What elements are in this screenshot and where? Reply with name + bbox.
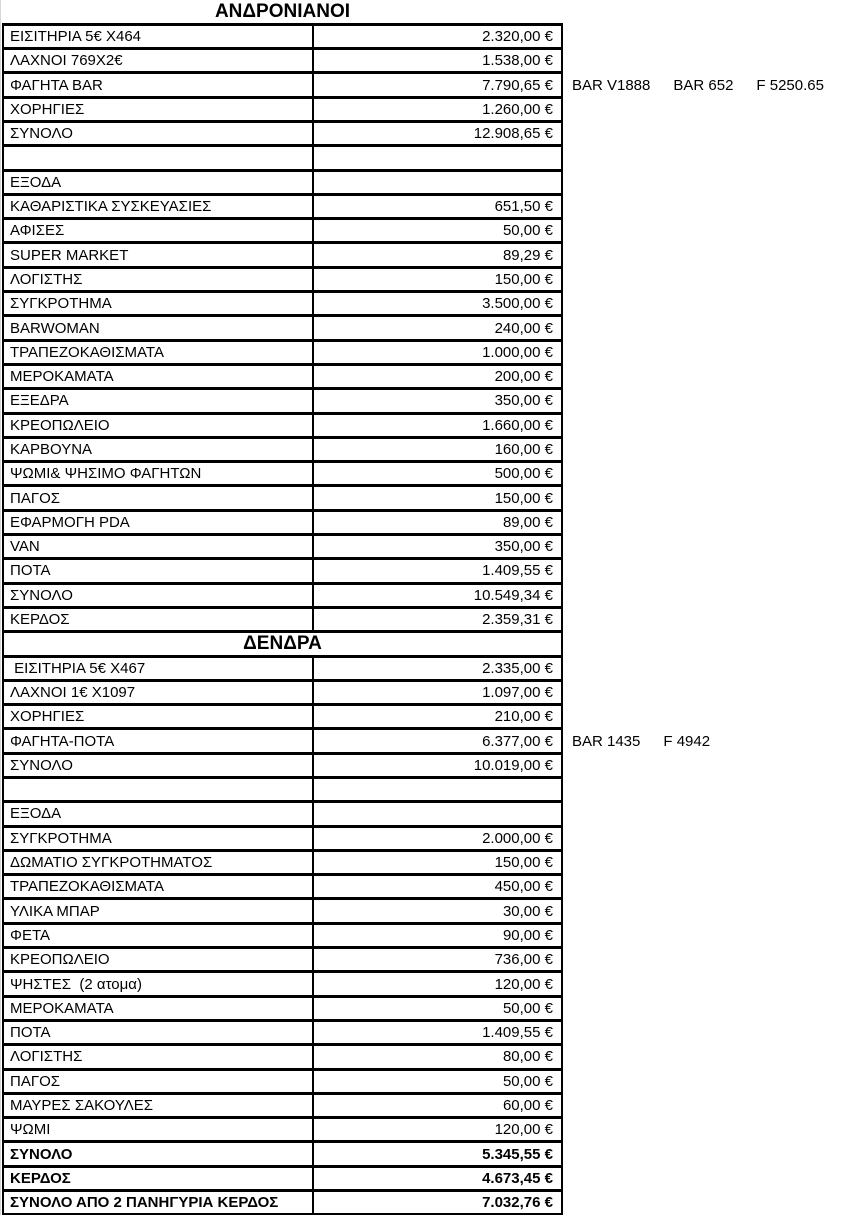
table-row: [3, 948, 848, 972]
row-label: ΠΟΤΑ: [3, 559, 313, 583]
row-label: ΧΟΡΗΓΙΕΣ: [3, 97, 313, 121]
table-row: [3, 1142, 848, 1166]
margin-area: [562, 316, 848, 340]
row-value: 150,00 €: [313, 486, 562, 510]
row-value: 210,00 €: [313, 705, 562, 729]
margin-area: [562, 364, 848, 388]
margin-area: [562, 729, 848, 753]
table-row: [3, 510, 848, 534]
row-value: 89,29 €: [313, 243, 562, 267]
table-row: [3, 194, 848, 218]
table-row: [3, 680, 848, 704]
table-row: [3, 364, 848, 388]
margin-area: [562, 753, 848, 777]
row-value: [313, 146, 562, 170]
row-label: ΠΑΓΟΣ: [3, 1069, 313, 1093]
margin-area: [562, 948, 848, 972]
row-label: SUPER MARKET: [3, 243, 313, 267]
row-label: ΨΩΜΙ: [3, 1118, 313, 1142]
section-title-row: [3, 632, 848, 656]
row-value: 120,00 €: [313, 1118, 562, 1142]
table-row: [3, 656, 848, 680]
table-row: [3, 146, 848, 170]
row-value: 240,00 €: [313, 316, 562, 340]
margin-area: [562, 146, 848, 170]
row-label: ΣΥΝΟΛΟ: [3, 583, 313, 607]
ledger-table-body: [3, 0, 848, 1215]
margin-area: [562, 899, 848, 923]
row-value: 350,00 €: [313, 389, 562, 413]
margin-area: [562, 292, 848, 316]
row-label: ΥΛΙΚΑ ΜΠΑΡ: [3, 899, 313, 923]
row-label: ΨΩΜΙ& ΨΗΣΙΜΟ ΦΑΓΗΤΩΝ: [3, 462, 313, 486]
row-value: 200,00 €: [313, 364, 562, 388]
row-value: 30,00 €: [313, 899, 562, 923]
margin-area: [562, 1069, 848, 1093]
row-label: ΣΥΓΚΡΟΤΗΜΑ: [3, 292, 313, 316]
row-label: ΠΑΓΟΣ: [3, 486, 313, 510]
row-label: ΛΑΧΝΟΙ 769Χ2€: [3, 49, 313, 73]
table-row: [3, 1093, 848, 1117]
table-row: [3, 607, 848, 631]
row-value: 1.409,55 €: [313, 1020, 562, 1044]
row-label: ΚΑΡΒΟΥΝΑ: [3, 437, 313, 461]
margin-area: [562, 486, 848, 510]
margin-area: [562, 243, 848, 267]
ledger-table: [2, 0, 849, 1215]
row-value: 150,00 €: [313, 267, 562, 291]
row-value: 7.790,65 €: [313, 73, 562, 97]
table-row: [3, 1166, 848, 1190]
table-row: [3, 705, 848, 729]
row-value: 450,00 €: [313, 875, 562, 899]
table-row: [3, 1118, 848, 1142]
row-label: ΠΟΤΑ: [3, 1020, 313, 1044]
table-row: [3, 996, 848, 1020]
table-row: [3, 243, 848, 267]
row-value: 1.660,00 €: [313, 413, 562, 437]
margin-area: [562, 170, 848, 194]
table-row: [3, 729, 848, 753]
row-value: 1.538,00 €: [313, 49, 562, 73]
row-value: 350,00 €: [313, 535, 562, 559]
margin-area: [562, 1020, 848, 1044]
row-label: ΚΕΡΔΟΣ: [3, 1166, 313, 1190]
row-label: ΣΥΓΚΡΟΤΗΜΑ: [3, 826, 313, 850]
row-value: 736,00 €: [313, 948, 562, 972]
margin-area: [562, 267, 848, 291]
row-label: ΦΑΓΗΤΑ BAR: [3, 73, 313, 97]
row-label: ΕΙΣΙΤΗΡΙΑ 5€ Χ467: [3, 656, 313, 680]
table-row: [3, 972, 848, 996]
sheet-gridline: [0, 0, 1, 1215]
margin-area: [562, 972, 848, 996]
row-label: ΜΕΡΟΚΑΜΑΤΑ: [3, 996, 313, 1020]
row-value: 3.500,00 €: [313, 292, 562, 316]
table-row: [3, 219, 848, 243]
table-row: [3, 292, 848, 316]
margin-area: [562, 49, 848, 73]
margin-area: [562, 1142, 848, 1166]
row-label: ΣΥΝΟΛΟ ΑΠΟ 2 ΠΑΝΗΓΥΡΙΑ ΚΕΡΔΟΣ: [3, 1191, 313, 1215]
row-value: 2.000,00 €: [313, 826, 562, 850]
row-label: ΕΙΣΙΤΗΡΙΑ 5€ Χ464: [3, 24, 313, 48]
margin-area: [562, 826, 848, 850]
row-label: ΣΥΝΟΛΟ: [3, 753, 313, 777]
row-label: ΤΡΑΠΕΖΟΚΑΘΙΣΜΑΤΑ: [3, 340, 313, 364]
row-label: ΤΡΑΠΕΖΟΚΑΘΙΣΜΑΤΑ: [3, 875, 313, 899]
table-row: [3, 437, 848, 461]
table-row: [3, 535, 848, 559]
row-label: [3, 778, 313, 802]
table-row: [3, 753, 848, 777]
row-label: ΧΟΡΗΓΙΕΣ: [3, 705, 313, 729]
margin-area: [562, 850, 848, 874]
margin-area: [562, 996, 848, 1020]
row-label: ΚΡΕΟΠΩΛΕΙΟ: [3, 948, 313, 972]
row-value: 1.000,00 €: [313, 340, 562, 364]
row-value: [313, 802, 562, 826]
margin-area: [562, 559, 848, 583]
side-annotation: F 4942: [663, 732, 711, 750]
margin-area: [562, 607, 848, 631]
margin-area: [562, 535, 848, 559]
margin-area: [562, 413, 848, 437]
table-row: [3, 340, 848, 364]
table-row: [3, 316, 848, 340]
margin-area: [562, 194, 848, 218]
row-value: 1.260,00 €: [313, 97, 562, 121]
table-row: [3, 413, 848, 437]
table-row: [3, 24, 848, 48]
row-value: 50,00 €: [313, 1069, 562, 1093]
row-value: [313, 778, 562, 802]
row-label: ΦΑΓΗΤΑ-ΠΟΤΑ: [3, 729, 313, 753]
margin-area: [562, 705, 848, 729]
margin-area: [562, 1191, 848, 1215]
row-value: 160,00 €: [313, 437, 562, 461]
row-label: ΛΟΓΙΣΤΗΣ: [3, 1045, 313, 1069]
row-value: 2.320,00 €: [313, 24, 562, 48]
row-value: 90,00 €: [313, 923, 562, 947]
row-label: ΜΑΥΡΕΣ ΣΑΚΟΥΛΕΣ: [3, 1093, 313, 1117]
margin-area: [562, 802, 848, 826]
row-label: ΑΦΙΣΕΣ: [3, 219, 313, 243]
table-row: [3, 49, 848, 73]
row-label: ΕΞΟΔΑ: [3, 170, 313, 194]
margin-area: [562, 437, 848, 461]
margin-area: [562, 340, 848, 364]
section-title-row: [3, 0, 848, 24]
row-label: ΚΕΡΔΟΣ: [3, 607, 313, 631]
row-value: 5.345,55 €: [313, 1142, 562, 1166]
margin-area: [562, 97, 848, 121]
table-row: [3, 875, 848, 899]
section-title: ΔΕΝΔΡΑ: [3, 632, 562, 656]
margin-area: [562, 1093, 848, 1117]
table-row: [3, 1191, 848, 1215]
row-value: 1.097,00 €: [313, 680, 562, 704]
row-value: 4.673,45 €: [313, 1166, 562, 1190]
side-annotation: BAR 652: [673, 76, 734, 94]
row-value: 2.359,31 €: [313, 607, 562, 631]
row-label: ΕΞΕΔΡΑ: [3, 389, 313, 413]
row-value: 10.549,34 €: [313, 583, 562, 607]
margin-area: [562, 1118, 848, 1142]
row-value: 7.032,76 €: [313, 1191, 562, 1215]
row-label: ΦΕΤΑ: [3, 923, 313, 947]
table-row: [3, 583, 848, 607]
row-label: ΕΦΑΡΜΟΓΗ PDA: [3, 510, 313, 534]
row-label: [3, 146, 313, 170]
margin-area: [562, 632, 848, 656]
row-label: ΛΑΧΝΟΙ 1€ Χ1097: [3, 680, 313, 704]
side-annotation: BAR V1888: [571, 76, 651, 94]
row-value: 50,00 €: [313, 996, 562, 1020]
margin-area: [562, 656, 848, 680]
row-label: ΔΩΜΑΤΙΟ ΣΥΓΚΡΟΤΗΜΑΤΟΣ: [3, 850, 313, 874]
margin-area: [562, 389, 848, 413]
row-value: 2.335,00 €: [313, 656, 562, 680]
table-row: [3, 97, 848, 121]
row-label: BARWOMAN: [3, 316, 313, 340]
row-value: [313, 170, 562, 194]
margin-area: [562, 1045, 848, 1069]
table-row: [3, 1069, 848, 1093]
row-label: ΣΥΝΟΛΟ: [3, 121, 313, 145]
margin-area: [562, 510, 848, 534]
margin-area: [562, 0, 848, 24]
margin-area: [562, 875, 848, 899]
margin-area: [562, 583, 848, 607]
table-row: [3, 73, 848, 97]
table-row: [3, 486, 848, 510]
row-label: ΨΗΣΤΕΣ (2 ατομα): [3, 972, 313, 996]
row-value: 60,00 €: [313, 1093, 562, 1117]
margin-area: [562, 24, 848, 48]
side-annotation: F 5250.65: [756, 76, 824, 94]
row-label: ΚΡΕΟΠΩΛΕΙΟ: [3, 413, 313, 437]
margin-area: [562, 121, 848, 145]
row-value: 80,00 €: [313, 1045, 562, 1069]
margin-area: [562, 778, 848, 802]
table-row: [3, 462, 848, 486]
table-row: [3, 802, 848, 826]
table-row: [3, 923, 848, 947]
row-value: 500,00 €: [313, 462, 562, 486]
table-row: [3, 850, 848, 874]
table-row: [3, 170, 848, 194]
table-row: [3, 1020, 848, 1044]
margin-area: [562, 219, 848, 243]
table-row: [3, 826, 848, 850]
row-label: ΣΥΝΟΛΟ: [3, 1142, 313, 1166]
row-label: ΚΑΘΑΡΙΣΤΙΚΑ ΣΥΣΚΕΥΑΣΙΕΣ: [3, 194, 313, 218]
table-row: [3, 267, 848, 291]
row-value: 150,00 €: [313, 850, 562, 874]
row-value: 651,50 €: [313, 194, 562, 218]
table-row: [3, 778, 848, 802]
margin-area: [562, 923, 848, 947]
row-label: VAN: [3, 535, 313, 559]
margin-area: [562, 462, 848, 486]
row-value: 89,00 €: [313, 510, 562, 534]
margin-area: [562, 680, 848, 704]
table-row: [3, 899, 848, 923]
row-value: 6.377,00 €: [313, 729, 562, 753]
row-value: 50,00 €: [313, 219, 562, 243]
margin-area: [562, 73, 848, 97]
row-value: 12.908,65 €: [313, 121, 562, 145]
table-row: [3, 1045, 848, 1069]
row-label: ΕΞΟΔΑ: [3, 802, 313, 826]
section-title: ΑΝΔΡΟΝΙΑΝΟΙ: [3, 0, 562, 24]
side-annotation: BAR 1435: [571, 732, 641, 750]
row-label: ΛΟΓΙΣΤΗΣ: [3, 267, 313, 291]
table-row: [3, 559, 848, 583]
row-value: 10.019,00 €: [313, 753, 562, 777]
row-value: 1.409,55 €: [313, 559, 562, 583]
table-row: [3, 121, 848, 145]
table-row: [3, 389, 848, 413]
margin-area: [562, 1166, 848, 1190]
row-label: ΜΕΡΟΚΑΜΑΤΑ: [3, 364, 313, 388]
row-value: 120,00 €: [313, 972, 562, 996]
